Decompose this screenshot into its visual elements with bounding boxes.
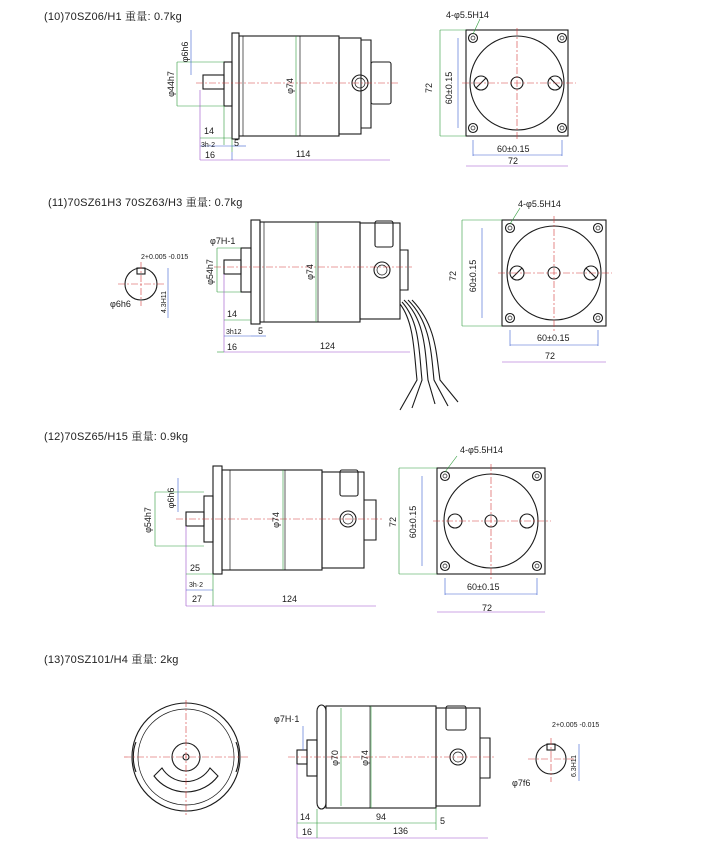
s11-holes: 4-φ5.5H14 xyxy=(518,199,561,209)
section-12-front-view xyxy=(388,445,551,613)
s10-v60: 60±0.15 xyxy=(444,71,454,105)
section-11-side-view xyxy=(205,220,458,410)
section-13-key-detail xyxy=(512,722,599,788)
s12-l3: 3h·2 xyxy=(189,582,204,589)
s13-key-tol: 2+0.005 -0.015 xyxy=(552,722,600,729)
s12-v72: 72 xyxy=(388,516,398,528)
section-13-header: (13)70SZ101/H4 重量: 2kg xyxy=(44,654,179,666)
s13-l5: 5 xyxy=(440,816,446,826)
s11-v60: 60±0.15 xyxy=(468,259,478,293)
s10-l114: 114 xyxy=(296,149,311,159)
s11-key-tol: 2+0.005 -0.015 xyxy=(141,254,189,261)
s11-h72: 72 xyxy=(545,351,556,361)
s11-l16: 16 xyxy=(227,342,238,352)
s10-l14: 14 xyxy=(204,126,215,136)
s11-d-flange: φ54h7 xyxy=(205,259,215,285)
s10-d-flange-label: φ44h7 xyxy=(166,71,176,97)
s10-l5: 5 xyxy=(234,138,240,148)
s13-key-h: 6.3H11 xyxy=(571,754,578,778)
s12-l25: 25 xyxy=(190,563,201,573)
s11-d-body: φ74 xyxy=(305,264,315,280)
s12-v60: 60±0.15 xyxy=(408,505,418,539)
section-12-side-view xyxy=(143,466,382,606)
s12-h60: 60±0.15 xyxy=(467,582,500,592)
s12-d-body: φ74 xyxy=(271,512,281,528)
s10-h60: 60±0.15 xyxy=(497,144,530,154)
s11-d-shaft: φ7H-1 xyxy=(210,236,236,246)
s12-l27: 27 xyxy=(192,594,203,604)
section-13-end-view xyxy=(124,700,248,815)
s13-l94: 94 xyxy=(376,812,387,822)
s13-d70: φ70 xyxy=(330,750,340,766)
s11-l124: 124 xyxy=(320,341,336,351)
s12-d-flange: φ54h7 xyxy=(143,507,153,533)
s11-v72: 72 xyxy=(448,270,458,282)
s13-l136: 136 xyxy=(393,826,409,836)
section-12-header: (12)70SZ65/H15 重量: 0.9kg xyxy=(44,431,189,443)
s11-key-d6: φ6h6 xyxy=(110,299,131,309)
section-11-key-detail xyxy=(110,254,188,318)
s10-l16: 16 xyxy=(205,150,216,160)
s10-d-body-label: φ74 xyxy=(285,78,295,94)
s10-l3: 3h·2 xyxy=(201,142,216,149)
s13-d-shaft: φ7H·1 xyxy=(274,714,300,724)
section-11-header: (11)70SZ61H3 70SZ63/H3 重量: 0.7kg xyxy=(48,197,243,209)
s10-h72: 72 xyxy=(508,156,519,166)
section-11-front-view xyxy=(448,199,612,362)
s12-l124: 124 xyxy=(282,594,298,604)
s11-h60: 60±0.15 xyxy=(537,333,570,343)
s11-l14: 14 xyxy=(227,309,238,319)
section-10-front-view xyxy=(424,10,576,166)
s11-l5: 5 xyxy=(258,326,264,336)
section-10-side-view xyxy=(166,30,400,160)
s13-l14: 14 xyxy=(300,812,311,822)
s10-holes-label: 4-φ5.5H14 xyxy=(446,10,489,20)
s13-key-d7: φ7f6 xyxy=(512,778,531,788)
s13-l16: 16 xyxy=(302,827,313,837)
s12-h72: 72 xyxy=(482,603,493,613)
s10-d-shaft-label: φ6h6 xyxy=(180,41,190,63)
s12-holes: 4-φ5.5H14 xyxy=(460,445,503,455)
section-10-header: (10)70SZ06/H1 重量: 0.7kg xyxy=(44,11,182,23)
s11-l3: 3h12 xyxy=(226,329,242,336)
s11-key-h43: 4.3H11 xyxy=(161,290,168,314)
s13-d74: φ74 xyxy=(360,750,370,766)
s10-v72: 72 xyxy=(424,82,434,94)
s12-d-shaft: φ6h6 xyxy=(166,487,176,509)
section-13-side-view xyxy=(274,705,494,838)
